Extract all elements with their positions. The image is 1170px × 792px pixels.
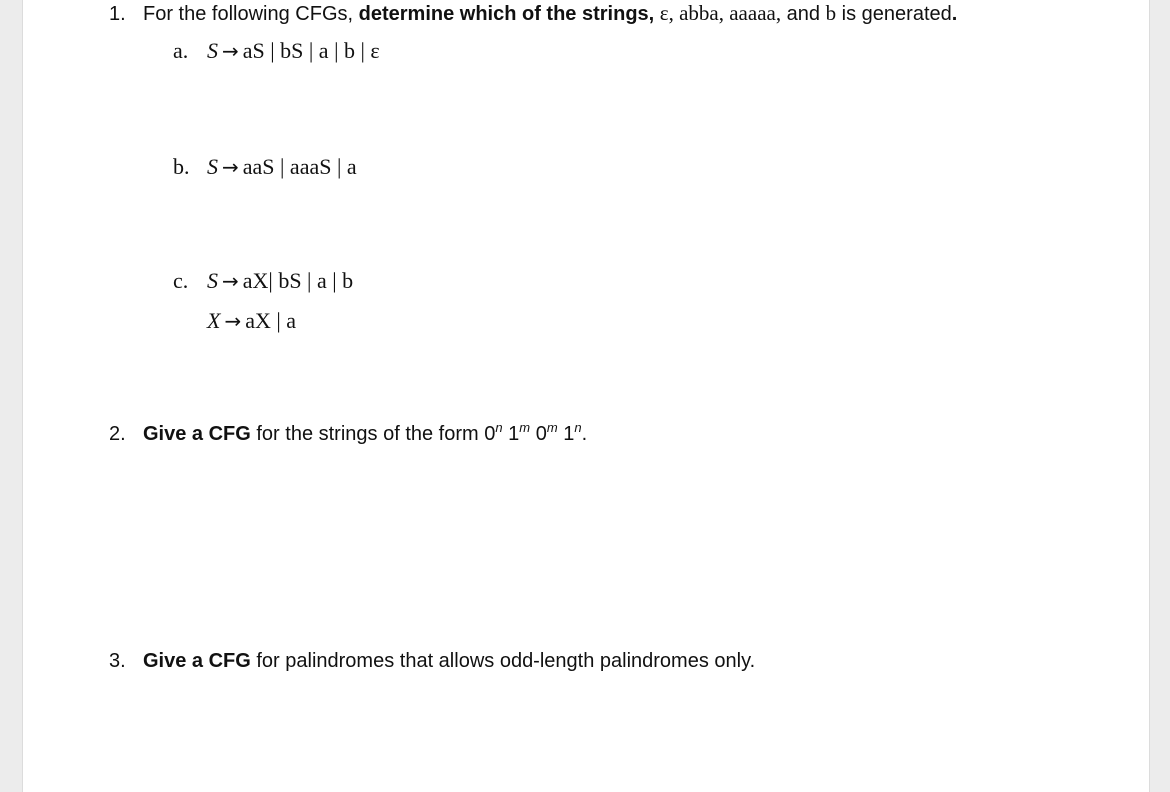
exponent-n: n bbox=[495, 420, 503, 435]
exponent-m: m bbox=[519, 420, 531, 435]
exponent-n-2: n bbox=[574, 420, 582, 435]
grammar-c-lhs: S bbox=[207, 268, 218, 293]
question-1-strings: ε, abba, aaaaa, bbox=[659, 1, 782, 25]
grammar-c-line-1 bbox=[173, 268, 353, 294]
grammar-c-label: c. bbox=[173, 268, 189, 293]
question-2-one-2: 1 bbox=[557, 423, 575, 445]
question-1-is-generated: is generated bbox=[841, 3, 952, 25]
question-1-number: 1. bbox=[109, 3, 126, 25]
question-3 bbox=[109, 648, 755, 674]
question-1-bold: determine which of the strings, bbox=[358, 3, 660, 25]
grammar-c-rhs-2: aX | a bbox=[245, 308, 297, 333]
question-3-text: for palindromes that allows odd-length palindromes only. bbox=[250, 650, 756, 672]
question-2-zero: 0 bbox=[530, 423, 547, 445]
question-2-text: for the strings of the form 0 bbox=[250, 423, 496, 445]
grammar-a-label: a. bbox=[173, 38, 189, 63]
exponent-m-2: m bbox=[546, 420, 558, 435]
grammar-b-rhs: aaS | aaaS | a bbox=[242, 154, 357, 179]
question-2-number: 2. bbox=[109, 423, 126, 445]
grammar-a bbox=[173, 38, 380, 64]
document-page bbox=[22, 0, 1150, 792]
grammar-b-label: b. bbox=[173, 154, 190, 179]
grammar-b-lhs: S bbox=[207, 154, 218, 179]
grammar-c-lhs-2: X bbox=[207, 308, 221, 333]
question-3-bold: Give a CFG bbox=[143, 650, 251, 672]
grammar-a-rhs: aS | bS | a | b | ε bbox=[242, 38, 380, 63]
question-3-number: 3. bbox=[109, 650, 126, 672]
question-2-bold: Give a CFG bbox=[143, 423, 251, 445]
grammar-c-line-2 bbox=[207, 308, 296, 334]
arrow-icon: → bbox=[222, 39, 239, 63]
question-2-end: . bbox=[581, 423, 588, 445]
grammar-c-rhs: aX| bS | a | b bbox=[242, 268, 354, 293]
arrow-icon: → bbox=[224, 309, 242, 333]
question-2-one: 1 bbox=[502, 423, 520, 445]
question-1-period: . bbox=[951, 3, 958, 25]
question-1-and: and bbox=[786, 3, 821, 25]
question-1-intro: For the following CFGs, bbox=[143, 3, 359, 25]
arrow-icon: → bbox=[222, 269, 239, 293]
grammar-a-lhs: S bbox=[207, 38, 218, 63]
arrow-icon: → bbox=[222, 155, 239, 179]
question-1 bbox=[109, 0, 957, 27]
grammar-b bbox=[173, 154, 357, 180]
question-2 bbox=[109, 421, 587, 447]
question-1-b: b bbox=[825, 1, 837, 25]
